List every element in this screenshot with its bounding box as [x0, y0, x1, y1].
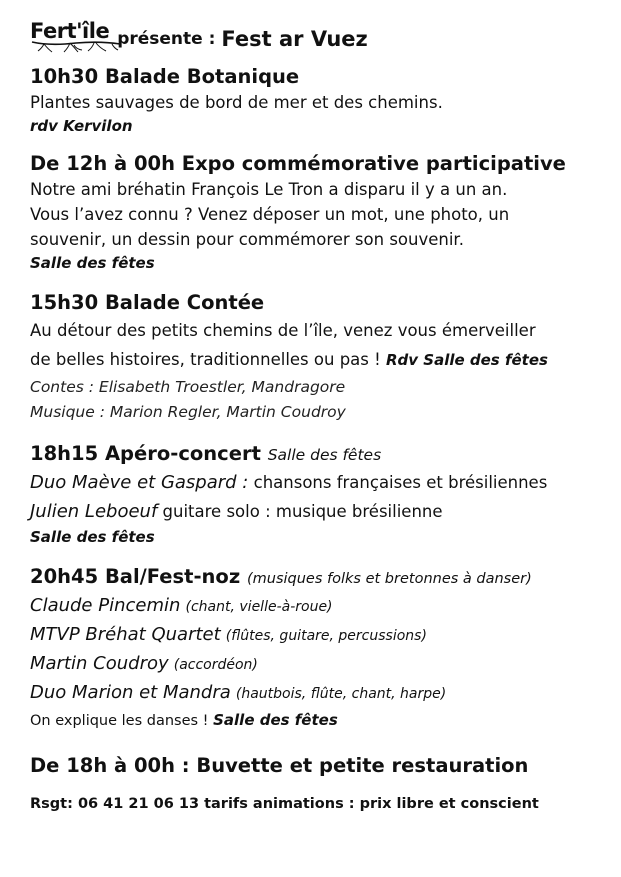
event-name: Fest ar Vuez: [221, 27, 368, 51]
musician-name: Claude Pincemin: [30, 595, 181, 616]
event-title-row: [30, 441, 610, 468]
event-description-line: [30, 345, 610, 375]
event-venue: Salle des fêtes: [30, 528, 155, 546]
dance-note: On explique les danses !: [30, 713, 209, 729]
fertile-logo: [30, 18, 109, 52]
event-title: 18h15 Apéro-concert: [30, 442, 261, 465]
event-description: Plantes sauvages de bord de mer et des chemins.: [30, 93, 443, 112]
contact-line: Rsgt: 06 41 21 06 13 tarifs animations : prix libre et conscient: [30, 796, 539, 812]
act-name: Duo Maève et Gaspard :: [30, 472, 249, 493]
header: [30, 18, 610, 52]
event-title-row: [30, 564, 610, 592]
event-description-text: de belles histoires, traditionnelles ou pas !: [30, 350, 381, 369]
musician-name: MTVP Bréhat Quartet: [30, 624, 221, 645]
section-balade-contee: [30, 290, 610, 425]
musician-name: Duo Marion et Mandra: [30, 682, 231, 703]
event-title: 15h30 Balade Contée: [30, 291, 265, 314]
musician-instruments: (chant, vielle-à-roue): [185, 599, 333, 615]
event-subtitle: (musiques folks et bretonnes à danser): [246, 571, 532, 587]
musician-line: [30, 679, 610, 708]
musician-name: Martin Coudroy: [30, 653, 169, 674]
dance-note-line: [30, 708, 610, 733]
event-venue: Rdv Salle des fêtes: [386, 351, 548, 369]
event-title: 10h30 Balade Botanique: [30, 65, 300, 88]
act-description: chansons françaises et brésiliennes: [248, 473, 548, 492]
act-line: [30, 498, 610, 526]
musician-line: [30, 592, 610, 621]
credits-contes: Contes : Elisabeth Troestler, Mandragore: [30, 378, 346, 396]
section-apero-concert: [30, 441, 610, 548]
flyer: [30, 18, 610, 815]
event-venue: Salle des fêtes: [213, 711, 338, 729]
logo-text: Fert'île: [30, 19, 110, 43]
musician-instruments: (accordéon): [173, 657, 258, 673]
event-description-line: souvenir, un dessin pour commémorer son souvenir.: [30, 230, 464, 249]
act-description: guitare solo : musique brésilienne: [157, 502, 443, 521]
event-description-line: Vous l’avez connu ? Venez déposer un mot, une photo, un: [30, 205, 510, 224]
event-description-line: Notre ami bréhatin François Le Tron a disparu il y a un an.: [30, 180, 508, 199]
section-footer: [30, 753, 610, 815]
musician-instruments: (flûtes, guitare, percussions): [225, 628, 427, 644]
credits-musique: Musique : Marion Regler, Martin Coudroy: [30, 403, 346, 421]
act-name: Julien Leboeuf: [30, 501, 158, 522]
section-bal-fest-noz: [30, 564, 610, 733]
event-title: De 12h à 00h Expo commémorative participative: [30, 152, 566, 175]
musician-instruments: (hautbois, flûte, chant, harpe): [235, 686, 447, 702]
act-line: [30, 468, 610, 498]
section-expo: [30, 151, 610, 274]
roots-icon: [30, 40, 122, 54]
event-venue: Salle des fêtes: [267, 446, 382, 464]
musician-line: [30, 650, 610, 679]
event-title: 20h45 Bal/Fest-noz: [30, 565, 241, 588]
event-description-line: Au détour des petits chemins de l’île, venez vous émerveiller: [30, 321, 536, 340]
event-venue: rdv Kervilon: [30, 117, 133, 135]
buvette-line: De 18h à 00h : Buvette et petite restauration: [30, 754, 529, 777]
presente-label: présente :: [117, 29, 216, 49]
musician-line: [30, 621, 610, 650]
event-venue: Salle des fêtes: [30, 254, 155, 272]
section-balade-botanique: [30, 64, 610, 137]
